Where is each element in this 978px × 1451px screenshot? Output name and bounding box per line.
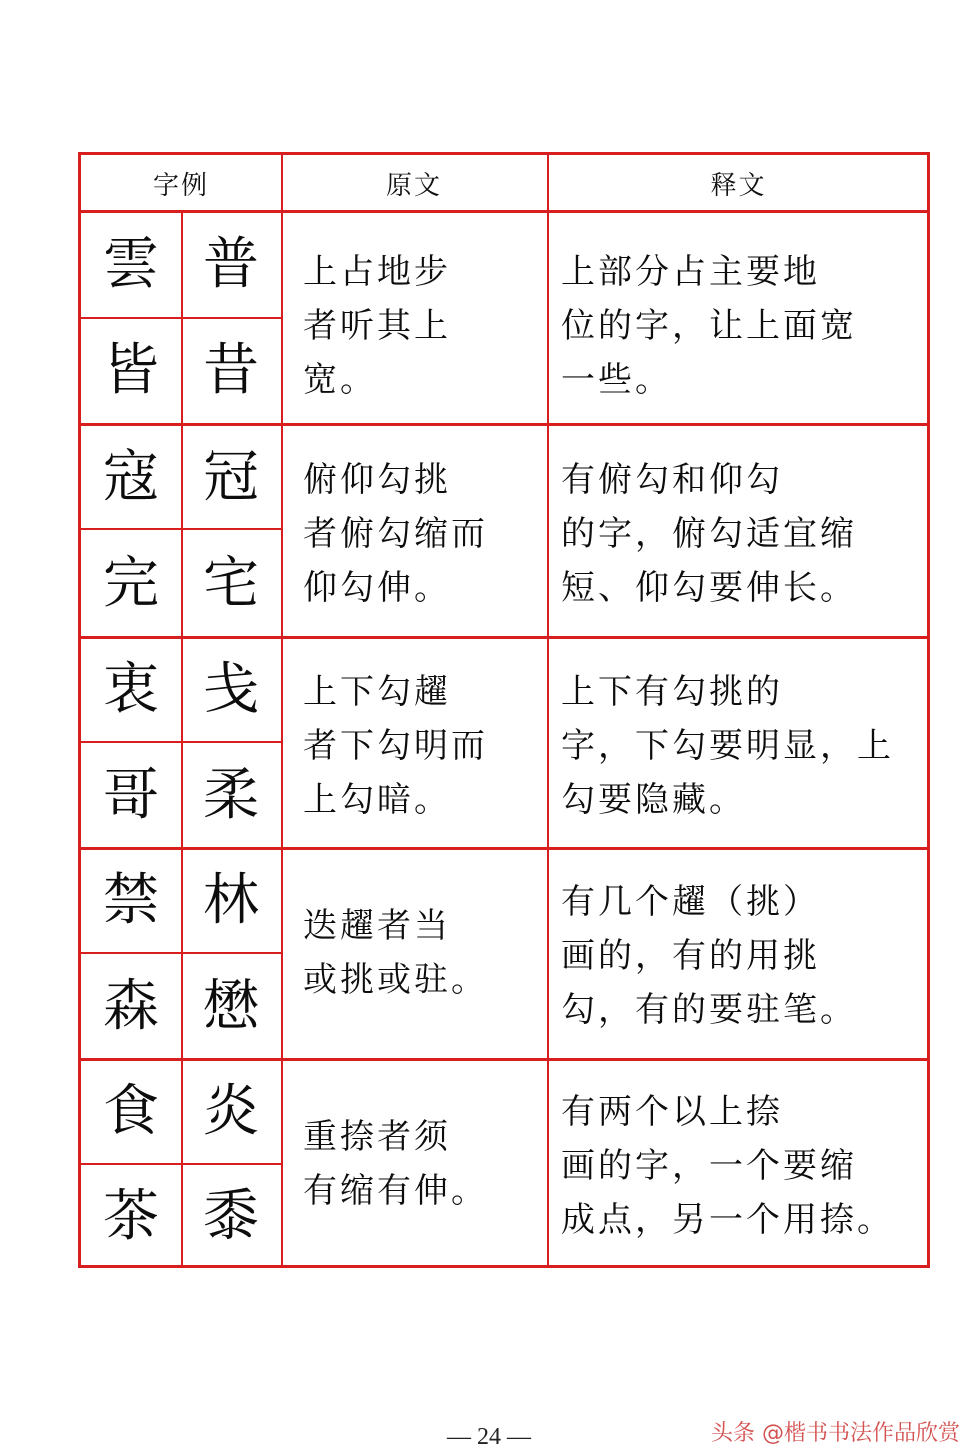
original-text: 重捺者须 有缩有伸。 <box>303 1117 488 1211</box>
example-char: 衷 <box>103 657 159 722</box>
watermark: 头条 @楷书书法作品欣赏 <box>711 1421 960 1446</box>
explanation-text: 有几个趯（挑） 画的，有的用挑 勾，有的要驻笔。 <box>561 882 857 1030</box>
col-divider-1 <box>281 155 283 1265</box>
example-char-cell <box>81 530 181 637</box>
example-char-cell <box>81 1165 181 1268</box>
explanation-text: 有俯勾和仰勾 的字，俯勾适宜缩 短、仰勾要伸长。 <box>561 460 857 608</box>
col-divider-2 <box>547 155 549 1265</box>
example-char: 禁 <box>103 868 159 933</box>
example-char-cell <box>181 638 281 742</box>
header-cell-examples <box>81 155 281 211</box>
example-char: 森 <box>103 973 159 1039</box>
example-char: 昔 <box>203 338 259 403</box>
example-char: 冠 <box>203 444 259 510</box>
original-text: 上下勾趯 者下勾明而 上勾暗。 <box>303 672 488 820</box>
example-char: 懋 <box>203 973 259 1039</box>
example-char: 林 <box>203 868 259 933</box>
original-text: 迭趯者当 或挑或驻。 <box>303 906 488 1000</box>
example-char-cell <box>81 1060 181 1164</box>
example-char: 黍 <box>203 1183 259 1249</box>
example-char-cell <box>81 849 181 953</box>
example-char-cell <box>81 318 181 424</box>
example-char-cell <box>181 425 281 530</box>
example-char: 食 <box>103 1079 159 1144</box>
original-text: 俯仰勾挑 者俯勾缩而 仰勾伸。 <box>303 460 488 608</box>
header-original: 原文 <box>385 170 442 201</box>
example-char: 皆 <box>103 338 159 403</box>
example-char-cell <box>181 1060 281 1164</box>
example-char: 寇 <box>103 444 159 510</box>
example-char-cell <box>81 743 181 848</box>
original-text: 上占地步 者听其上 宽。 <box>303 252 451 400</box>
header-explanation: 释文 <box>710 170 767 201</box>
explanation-text: 有两个以上捺 画的字，一个要缩 成点，另一个用捺。 <box>561 1092 894 1240</box>
example-char: 哥 <box>103 762 159 828</box>
example-char-cell <box>181 212 281 318</box>
header-cell-original <box>281 155 547 211</box>
explanation-text: 上下有勾挑的 字，下勾要明显，上 勾要隐藏。 <box>561 672 894 820</box>
example-char: 茶 <box>103 1183 159 1249</box>
example-char: 宅 <box>203 550 259 616</box>
example-char: 普 <box>203 232 259 297</box>
header-examples: 字例 <box>152 170 209 201</box>
header-cell-explanation <box>547 155 930 211</box>
example-char-cell <box>181 1165 281 1268</box>
explanation-text: 上部分占主要地 位的字，让上面宽 一些。 <box>561 252 857 400</box>
page-number: — 24 — <box>447 1424 531 1450</box>
example-char-cell <box>181 318 281 424</box>
example-char: 柔 <box>203 762 259 828</box>
example-char-cell <box>81 425 181 530</box>
example-char-cell <box>181 849 281 953</box>
example-char-cell <box>181 530 281 637</box>
example-char-cell <box>181 954 281 1059</box>
example-char-cell <box>81 954 181 1059</box>
example-char: 雲 <box>103 232 159 297</box>
example-char-cell <box>181 743 281 848</box>
calligraphy-table <box>78 152 930 1268</box>
example-char: 完 <box>103 550 159 616</box>
example-char-cell <box>81 212 181 318</box>
example-char: 炎 <box>203 1079 259 1144</box>
example-char-cell <box>81 638 181 742</box>
example-char: 戋 <box>203 657 259 722</box>
